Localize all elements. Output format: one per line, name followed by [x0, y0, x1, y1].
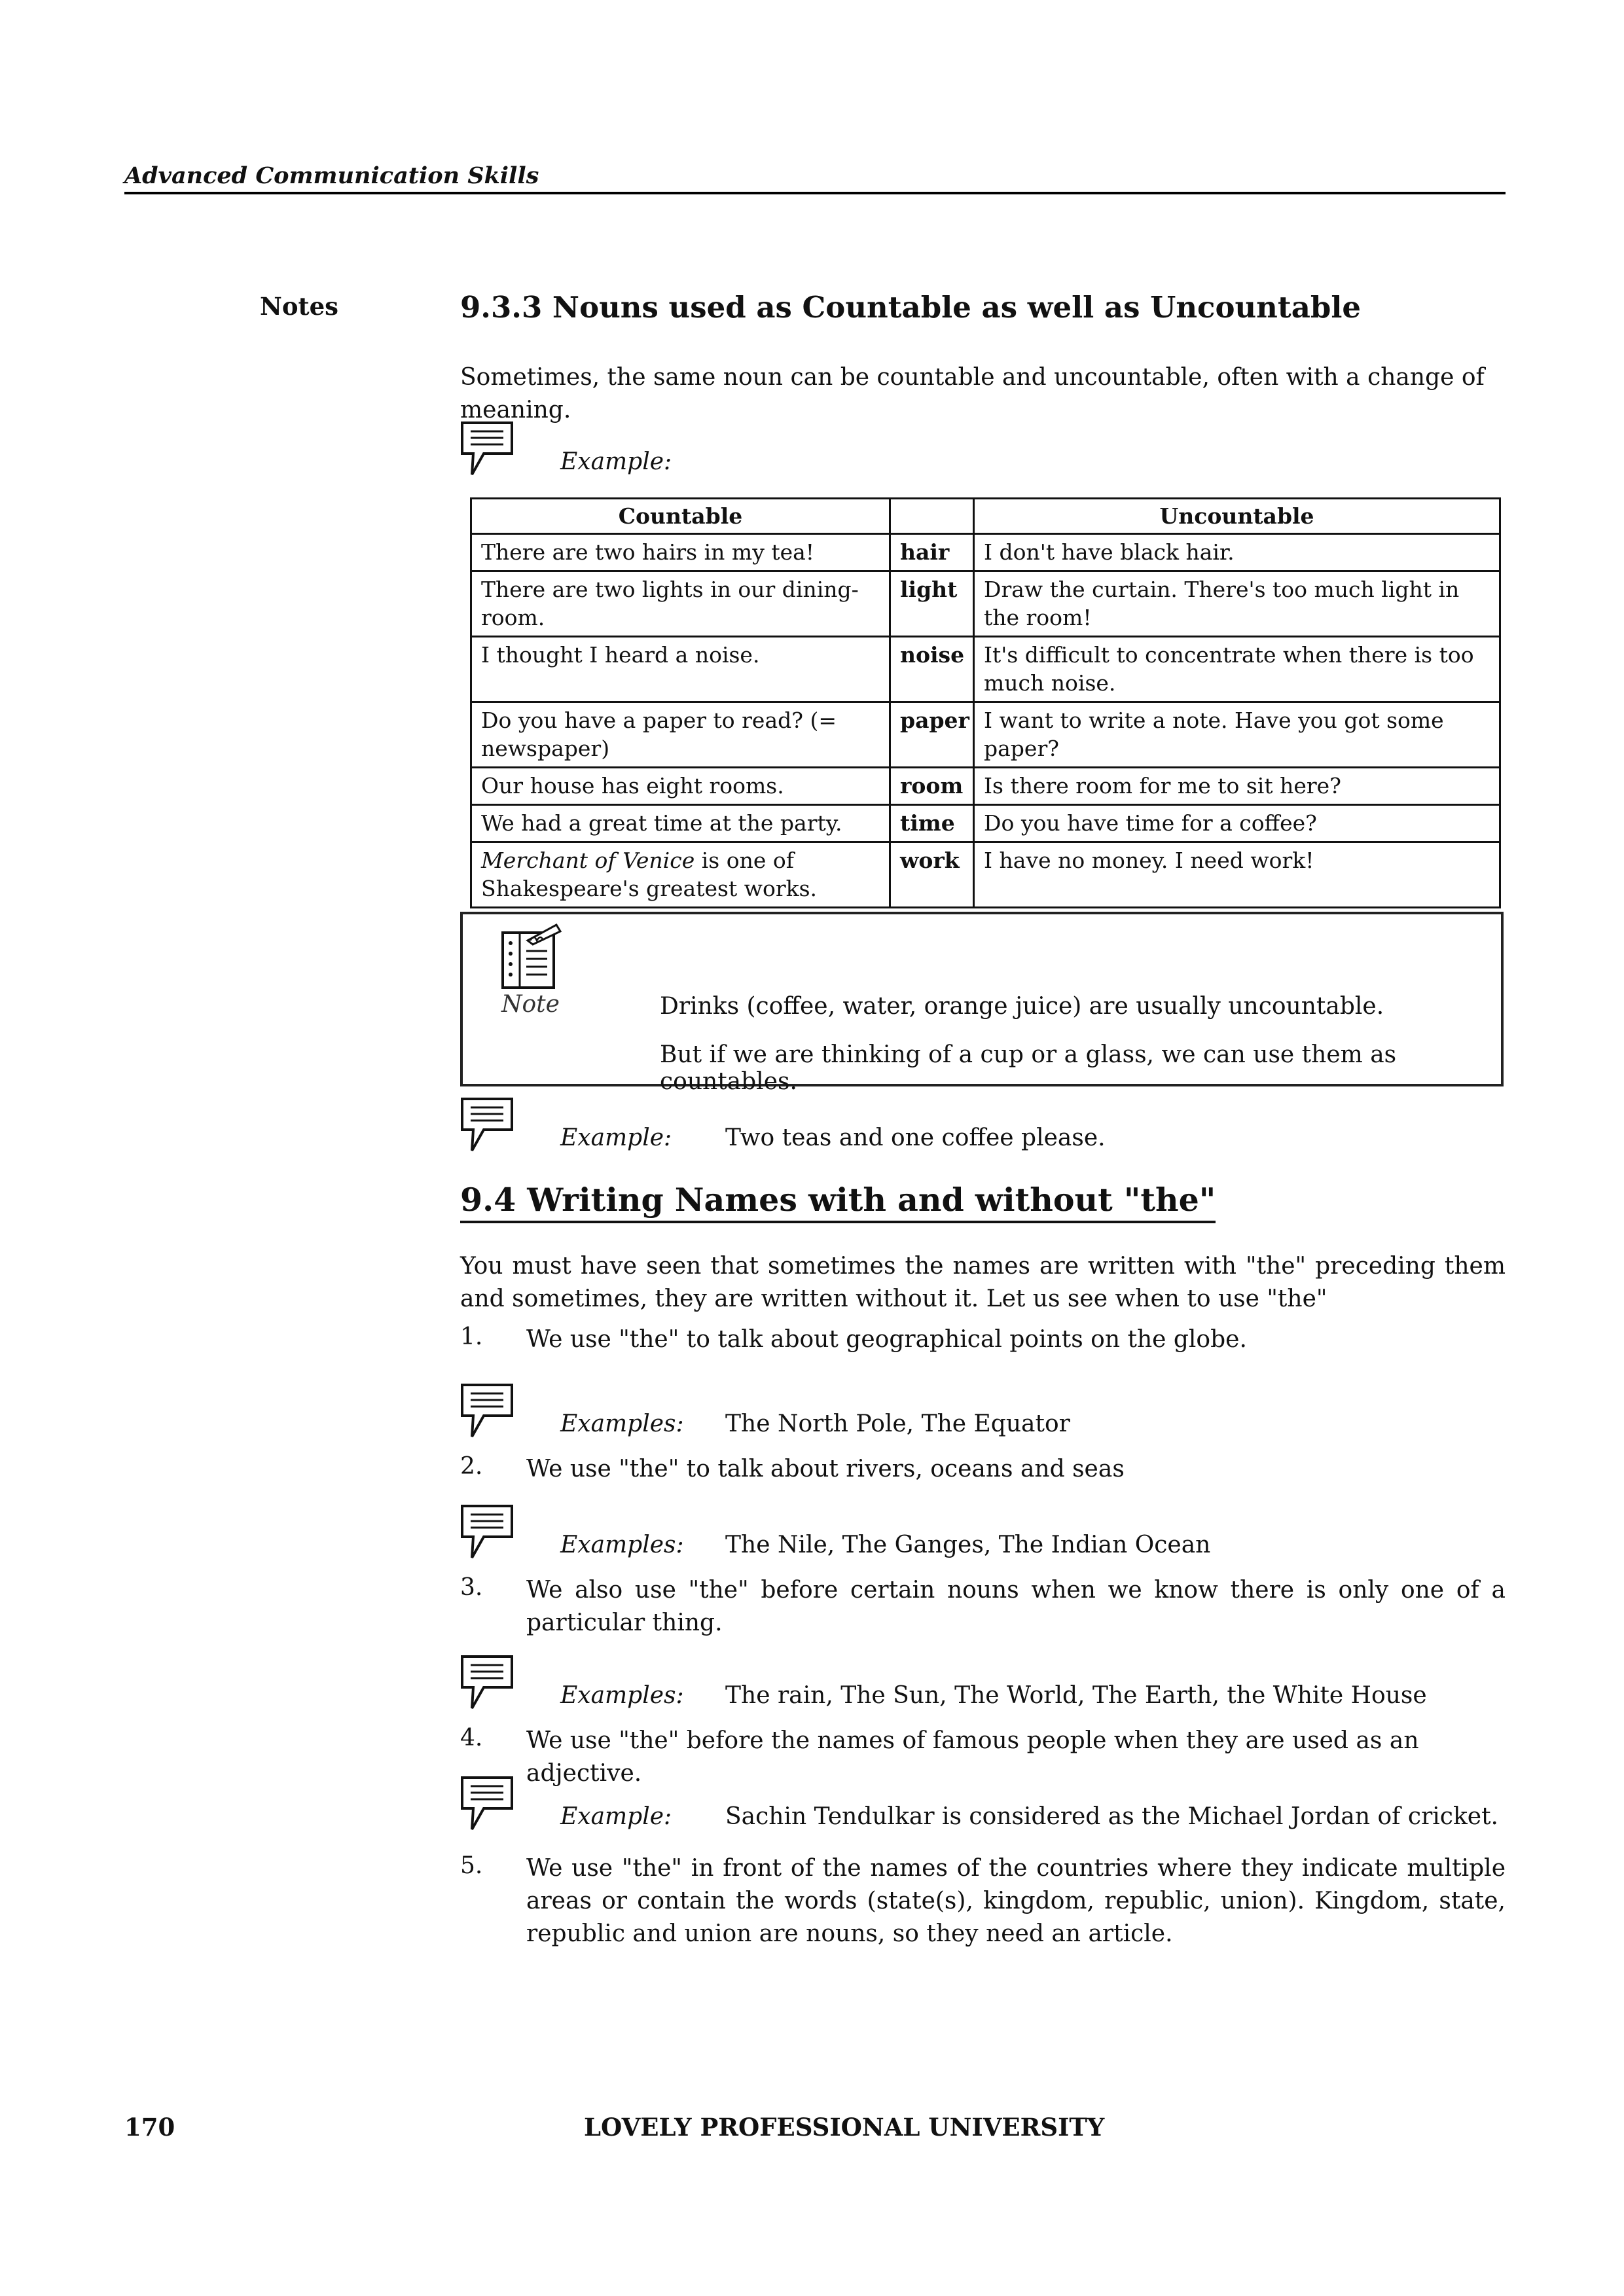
running-header: Advanced Communication Skills — [124, 162, 539, 189]
example-text: The rain, The Sun, The World, The Earth, the White House — [725, 1682, 1427, 1709]
table-row — [471, 534, 1500, 571]
uncountable-cell: I want to write a note. Have you got some paper? — [974, 702, 1500, 768]
page-number: 170 — [124, 2113, 175, 2142]
table-row — [471, 571, 1500, 637]
countable-cell — [471, 842, 890, 908]
example-label: Example: — [560, 1803, 672, 1830]
countable-cell-rest: is one of Shakespeare's greatest works. — [481, 848, 818, 901]
example-text: The North Pole, The Equator — [725, 1410, 1070, 1437]
notebook-note-icon — [499, 921, 564, 992]
example-icon — [460, 1655, 514, 1711]
countable-uncountable-table — [470, 497, 1501, 908]
subsection-heading: 9.3.3 Nouns used as Countable as well as Uncountable — [460, 290, 1362, 325]
header-rule — [124, 192, 1506, 194]
example-text: The Nile, The Ganges, The Indian Ocean — [725, 1532, 1211, 1558]
example-label: Examples: — [560, 1682, 684, 1709]
table-row — [471, 842, 1500, 908]
example-label: Example: — [560, 448, 672, 475]
uncountable-cell: Do you have time for a coffee? — [974, 805, 1500, 842]
book-title: Merchant of Venice — [481, 848, 695, 873]
example-icon — [460, 421, 514, 477]
example-label: Example: — [560, 1124, 672, 1151]
margin-notes-label: Notes — [260, 292, 338, 321]
example-icon — [460, 1383, 514, 1439]
uncountable-cell: Draw the curtain. There's too much light in the room! — [974, 571, 1500, 637]
countable-cell: I thought I heard a noise. — [471, 637, 890, 702]
table-row — [471, 637, 1500, 702]
noun-cell: hair — [890, 534, 974, 571]
table-row — [471, 805, 1500, 842]
table-header-row — [471, 499, 1500, 534]
note-box — [460, 912, 1504, 1095]
noun-cell: time — [890, 805, 974, 842]
list-number: 2. — [460, 1453, 483, 1480]
example-icon — [460, 1097, 514, 1153]
list-item-text: We use "the" in front of the names of the countries where they indicate multiple areas or contain the words (state(s), kingdom, republic, union). Kingdom, state, republic and union are nouns, so they need an article. — [526, 1855, 1506, 1947]
example-label: Examples: — [560, 1532, 684, 1558]
section-intro: You must have seen that sometimes the names are written with "the" preceding them and sometimes, they are written without it. Let us see when to use "the" — [460, 1253, 1506, 1312]
uncountable-cell: I don't have black hair. — [974, 534, 1500, 571]
section-heading: 9.4 Writing Names with and without "the" — [460, 1180, 1216, 1223]
example-text: Sachin Tendulkar is considered as the Michael Jordan of cricket. — [725, 1803, 1498, 1830]
example-icon — [460, 1776, 514, 1832]
list-item-text: We also use "the" before certain nouns when we know there is only one of a particular thing. — [526, 1577, 1506, 1636]
countable-cell: We had a great time at the party. — [471, 805, 890, 842]
list-item-text: We use "the" before the names of famous people when they are used as an adjective. — [526, 1727, 1419, 1787]
list-item-text: We use "the" to talk about rivers, oceans and seas — [526, 1456, 1125, 1482]
noun-cell: paper — [890, 702, 974, 768]
uncountable-cell: It's difficult to concentrate when there is too much noise. — [974, 637, 1500, 702]
noun-cell: work — [890, 842, 974, 908]
list-number: 4. — [460, 1725, 483, 1751]
list-number: 5. — [460, 1852, 483, 1879]
table-row — [471, 702, 1500, 768]
uncountable-cell: I have no money. I need work! — [974, 842, 1500, 908]
countable-cell: There are two lights in our dining-room. — [471, 571, 890, 637]
list-number: 1. — [460, 1323, 483, 1350]
example-label: Examples: — [560, 1410, 684, 1437]
header-uncountable: Uncountable — [974, 499, 1500, 534]
countable-cell: There are two hairs in my tea! — [471, 534, 890, 571]
example-text: Two teas and one coffee please. — [725, 1124, 1106, 1151]
list-number: 3. — [460, 1574, 483, 1601]
note-text-2: But if we are thinking of a cup or a glass, we can use them as countables. — [660, 1041, 1397, 1095]
noun-cell: light — [890, 571, 974, 637]
header-noun — [890, 499, 974, 534]
countable-cell: Do you have a paper to read? (= newspaper) — [471, 702, 890, 768]
note-text-1: Drinks (coffee, water, orange juice) are usually uncountable. — [660, 993, 1384, 1020]
header-countable: Countable — [471, 499, 890, 534]
footer-university: LOVELY PROFESSIONAL UNIVERSITY — [584, 2113, 1105, 2142]
example-icon — [460, 1504, 514, 1560]
note-label: Note — [501, 991, 560, 1018]
noun-cell: noise — [890, 637, 974, 702]
list-item-text: We use "the" to talk about geographical points on the globe. — [526, 1326, 1247, 1353]
table-row — [471, 768, 1500, 805]
countable-cell: Our house has eight rooms. — [471, 768, 890, 805]
noun-cell: room — [890, 768, 974, 805]
subsection-intro: Sometimes, the same noun can be countable and uncountable, often with a change of meaning. — [460, 364, 1485, 423]
uncountable-cell: Is there room for me to sit here? — [974, 768, 1500, 805]
